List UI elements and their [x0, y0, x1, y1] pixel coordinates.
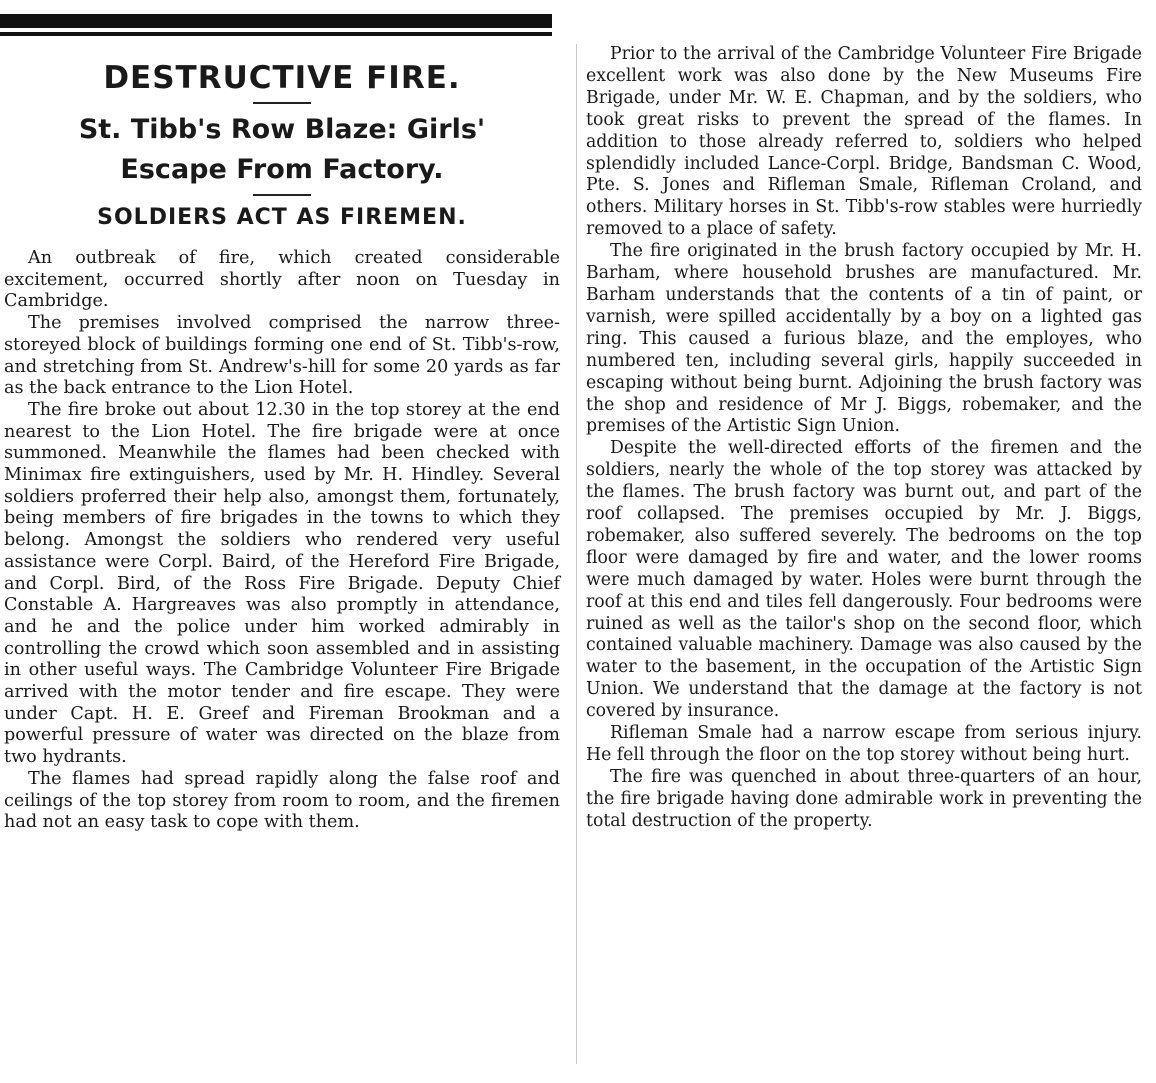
paragraph: The fire was quenched in about three-quarters of an hour, the fire brigade having done admirable work in preventing the total destruction of the property.	[586, 766, 1142, 831]
paragraph: The premises involved comprised the narrow three-storeyed block of buildings forming one end of St. Tibb's-row, and stretching from St. Andrew's-hill for some 20 yards as far as the back entrance to the Lion Hotel.	[4, 313, 560, 399]
paragraph: The fire broke out about 12.30 in the top storey at the end nearest to the Lion Hotel. The fire brigade were at once summoned. Meanwhile the flames had been checked with Minimax fire extinguishers, used by Mr. H. Hindley. Several soldiers proferred their help also, amongst them, fortunately, being members of fire brigades in the towns to which they belong. Amongst the soldiers who rendered very useful assistance were Corpl. Baird, of the Hereford Fire Brigade, and Corpl. Bird, of the Ross Fire Brigade. Deputy Chief Constable A. Hargreaves was also promptly in attendance, and he and the police under him worked admirably in controlling the crowd which soon assembled and in assisting in other useful ways. The Cambridge Volunteer Fire Brigade arrived with the motor tender and fire escape. They were under Capt. H. E. Greef and Fireman Brookman and a powerful pressure of water was directed on the blaze from two hydrants.	[4, 399, 560, 768]
subheadline-line-1: St. Tibb's Row Blaze: Girls'	[78, 114, 486, 145]
paragraph: Despite the well-directed efforts of the firemen and the soldiers, nearly the whole of the top storey was attacked by the flames. The brush factory was burnt out, and part of the roof collapsed. The premises occupied by Mr. J. Biggs, robemaker, also suffered severely. The bedrooms on the top floor were damaged by fire and water, and the lower rooms were much damaged by water. Holes were burnt through the roof at this end and tiles fell dangerously. Four bedrooms were ruined as well as the tailor's shop on the second floor, which contained valuable machinery. Damage was also caused by the water to the basement, in the occupation of the Artistic Sign Union. We understand that the damage at the factory is not covered by insurance.	[586, 438, 1142, 722]
paragraph: Rifleman Smale had a narrow escape from serious injury. He fell through the floor on the top storey without being hurt.	[586, 723, 1142, 765]
paragraph: An outbreak of fire, which created considerable excitement, occurred shortly after noon on Tuesday in Cambridge.	[4, 248, 560, 312]
paragraph: Prior to the arrival of the Cambridge Volunteer Fire Brigade excellent work was also done by the New Museums Fire Brigade, under Mr. W. E. Chapman, and by the soldiers, who took great risks to prevent the spread of the flames. In addition to those already referred to, soldiers who helped splendidly included Lance-Corpl. Bridge, Bandsman C. Wood, Pte. S. Jones and Rifleman Smale, Rifleman Croland, and others. Military horses in St. Tibb's-row stables were hurriedly removed to a place of safety.	[586, 44, 1142, 240]
headline-divider	[253, 102, 311, 104]
subheadline-divider	[253, 194, 311, 196]
paragraph: The flames had spread rapidly along the false roof and ceilings of the top storey from room to room, and the firemen had not an easy task to cope with them.	[4, 768, 560, 833]
left-column	[4, 52, 560, 834]
kicker-heading: SOLDIERS ACT AS FIREMEN.	[97, 205, 467, 230]
paragraph: The fire originated in the brush factory occupied by Mr. H. Barham, where household brushes are manufactured. Mr. Barham understands that the contents of a tin of paint, or varnish, were spilled accidentally by a boy on a lighted gas ring. This caused a furious blaze, and the employes, who numbered ten, including several girls, happily succeeded in escaping without being burnt. Adjoining the brush factory was the shop and residence of Mr J. Biggs, robemaker, and the premises of the Artistic Sign Union.	[586, 241, 1142, 437]
masthead-rule-thick	[0, 14, 552, 28]
headline: DESTRUCTIVE FIRE.	[103, 60, 461, 96]
right-column	[586, 44, 1142, 833]
masthead-rule-thin	[0, 32, 552, 36]
subheadline-line-2: Escape From Factory.	[120, 154, 444, 185]
column-divider	[576, 44, 577, 1064]
